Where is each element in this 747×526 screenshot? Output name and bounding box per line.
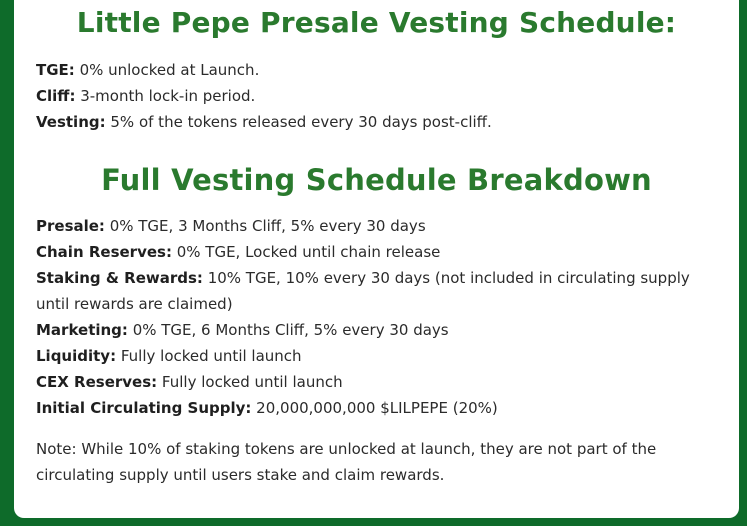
list-item-liquidity [36, 343, 726, 369]
list-item-marketing [36, 317, 726, 343]
item-text: 0% TGE, Locked until chain release [171, 243, 441, 261]
list-item-staking-rewards [36, 265, 726, 317]
item-label: Chain Reserves: [36, 243, 172, 261]
item-text: 0% TGE, 6 Months Cliff, 5% every 30 days [127, 321, 449, 339]
breakdown-list [36, 213, 726, 421]
item-label: Staking & Rewards: [36, 269, 203, 287]
list-item-presale [36, 213, 726, 239]
item-label: Cliff: [36, 87, 76, 105]
breakdown-title: Full Vesting Schedule Breakdown [101, 163, 652, 197]
vesting-schedule-list [36, 57, 726, 135]
list-item-vesting [36, 109, 726, 135]
item-label: TGE: [36, 61, 75, 79]
item-text: 5% of the tokens released every 30 days post-cliff. [105, 113, 492, 131]
item-text: 0% TGE, 3 Months Cliff, 5% every 30 days [104, 217, 426, 235]
list-item-cliff [36, 83, 726, 109]
item-text: Fully locked until launch [116, 347, 302, 365]
item-label: CEX Reserves: [36, 373, 158, 391]
list-item-chain-reserves [36, 239, 726, 265]
item-label: Presale: [36, 217, 105, 235]
item-text: 0% unlocked at Launch. [74, 61, 260, 79]
staking-note: Note: While 10% of staking tokens are unlocked at launch, they are not part of the circulating supply until users stake and claim rewards. [36, 440, 657, 484]
item-text: 3-month lock-in period. [75, 87, 256, 105]
item-label: Vesting: [36, 113, 106, 131]
item-text: 20,000,000,000 $LILPEPE (20%) [251, 399, 498, 417]
list-item-tge [36, 57, 726, 83]
content-card [14, 0, 739, 518]
vesting-schedule-title: Little Pepe Presale Vesting Schedule: [76, 6, 677, 39]
item-text: Fully locked until launch [157, 373, 343, 391]
item-label: Liquidity: [36, 347, 117, 365]
item-label: Initial Circulating Supply: [36, 399, 252, 417]
list-item-cex-reserves [36, 369, 726, 395]
item-label: Marketing: [36, 321, 128, 339]
list-item-initial-supply [36, 395, 726, 421]
item-text: 10% TGE, 10% every 30 days (not included in circulating supply until rewards are claimed) [36, 269, 690, 313]
